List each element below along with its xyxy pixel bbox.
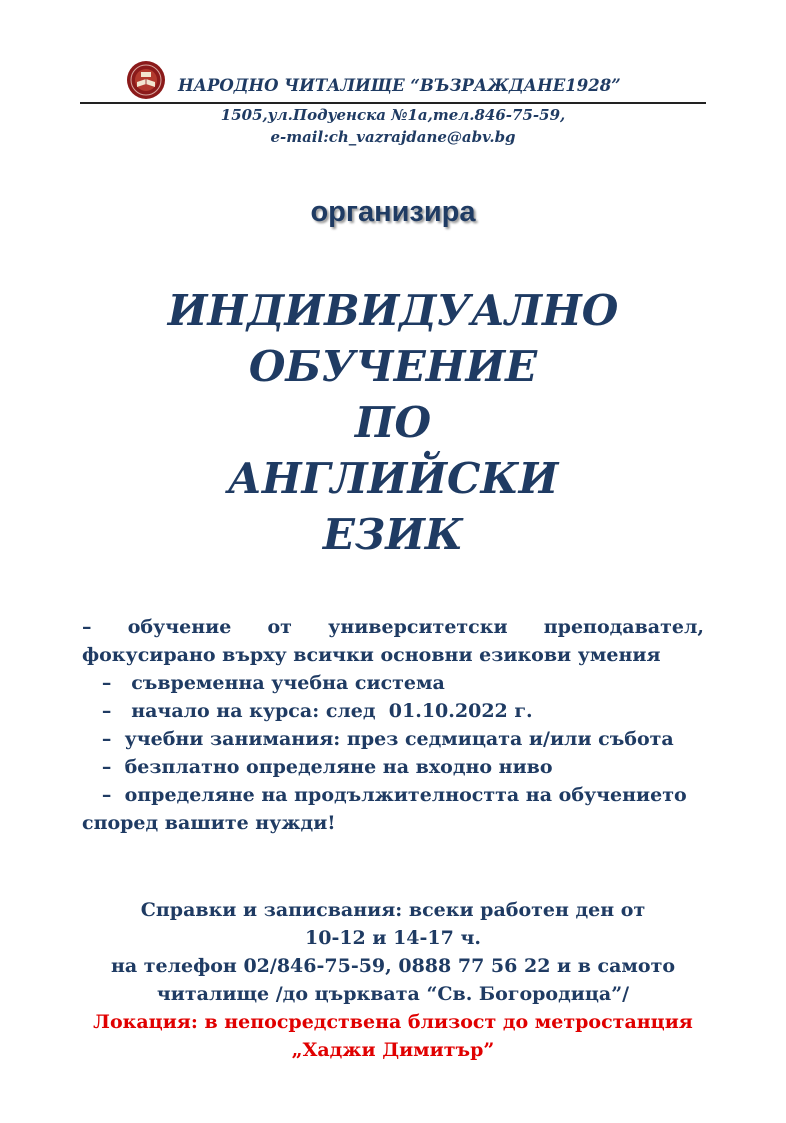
email-line: e-mail:ch_vazrajdane@abv.bg [270, 128, 516, 146]
feature-item: – съвременна учебна система [82, 672, 445, 694]
main-title [0, 283, 786, 563]
contact-info [0, 896, 786, 1064]
contact-place: читалище /до църквата “Св. Богородица”/ [156, 983, 630, 1005]
title-line: ПО [354, 398, 432, 447]
title-line: ЕЗИК [322, 510, 464, 559]
feature-item: – безплатно определяне на входно ниво [82, 756, 553, 778]
contact-phone: на телефон 02/846-75-59, 0888 77 56 22 и в самото [110, 955, 676, 977]
feature-item-continuation: фокусирано върху всички основни езикови умения [82, 644, 661, 666]
contact-hours: 10-12 и 14-17 ч. [305, 927, 481, 949]
location-line: Локация: в непосредствена близост до метростанция [93, 1011, 693, 1033]
header-divider [80, 102, 706, 104]
feature-item: – определяне на продължителността на обучението [82, 784, 687, 806]
title-line: АНГЛИЙСКИ [227, 454, 559, 503]
feature-item: – начало на курса: след 01.10.2022 г. [82, 700, 533, 722]
contact-line: Справки и записвания: всеки работен ден от [140, 899, 646, 921]
subtitle: организира [310, 196, 476, 228]
address-line: 1505,ул.Подуенска №1а,тел.846-75-59, [220, 106, 566, 124]
feature-item: – учебни занимания: през седмицата и/или събота [82, 728, 674, 750]
title-line: ОБУЧЕНИЕ [248, 342, 538, 391]
location-station: „Хаджи Димитър” [291, 1039, 495, 1061]
feature-item-continuation: според вашите нужди! [82, 812, 336, 834]
chitalishte-emblem-icon [126, 60, 166, 100]
title-line: ИНДИВИДУАЛНО [167, 286, 619, 335]
feature-item: – обучение от университетски преподавател, [82, 616, 704, 638]
course-features [82, 613, 704, 837]
organization-name: НАРОДНО ЧИТАЛИЩЕ “ВЪЗРАЖДАНЕ1928” [178, 76, 621, 95]
